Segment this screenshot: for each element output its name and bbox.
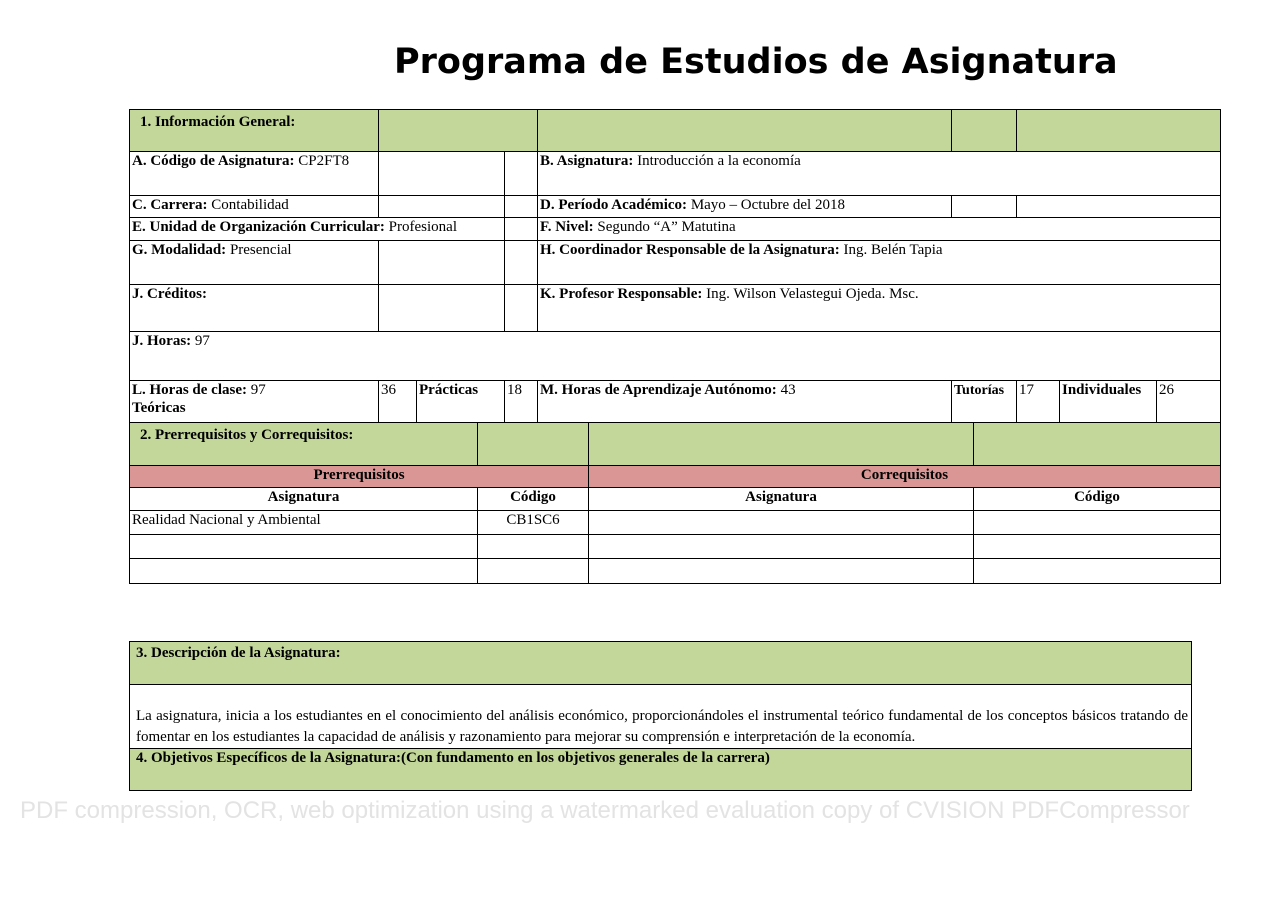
horas-breakdown-table	[129, 380, 1221, 423]
col-asignatura-co: Asignatura	[589, 488, 974, 511]
descripcion-text: La asignatura, inicia a los estudiantes en el conocimiento del análisis económico, proporcionándoles el instrumental teórico fundamental de los conceptos básicos tratando de fomentar en los estudiantes la capacidad de análisis y razonamiento para mejorar su comprensión e interpretación de la economía.	[130, 685, 1192, 749]
coordinador-field: H. Coordinador Responsable de la Asignatura: Ing. Belén Tapia	[538, 241, 1221, 285]
practicas-value: 18	[505, 381, 538, 423]
table-row	[130, 511, 1221, 535]
nivel-field: F. Nivel: Segundo “A” Matutina	[538, 218, 1221, 241]
prerrequisitos-header: Prerrequisitos	[130, 466, 589, 488]
tutorias-value: 17	[1017, 381, 1060, 423]
page-title: Programa de Estudios de Asignatura	[394, 42, 1118, 82]
prerreq-asignatura: Realidad Nacional y Ambiental	[130, 511, 478, 535]
codigo-field: A. Código de Asignatura: CP2FT8	[130, 152, 379, 196]
col-asignatura-pre: Asignatura	[130, 488, 478, 511]
col-codigo-pre: Código	[478, 488, 589, 511]
unidad-field: E. Unidad de Organización Curricular: Profesional	[130, 218, 505, 241]
section-4-heading: 4. Objetivos Específicos de la Asignatura:(Con fundamento en los objetivos generales de la carrera)	[130, 749, 1192, 791]
periodo-field: D. Período Académico: Mayo – Octubre del 2018	[538, 196, 952, 218]
col-codigo-co: Código	[974, 488, 1221, 511]
general-info-table	[129, 109, 1221, 381]
practicas-label: Prácticas	[417, 381, 505, 423]
creditos-field: J. Créditos:	[130, 285, 379, 332]
modalidad-field: G. Modalidad: Presencial	[130, 241, 379, 285]
profesor-field: K. Profesor Responsable: Ing. Wilson Velastegui Ojeda. Msc.	[538, 285, 1221, 332]
prerreq-codigo: CB1SC6	[478, 511, 589, 535]
autonomo-field: M. Horas de Aprendizaje Autónomo: 43	[538, 381, 952, 423]
table-row	[130, 535, 1221, 559]
teoricas-value: 36	[379, 381, 417, 423]
section-2-heading: 2. Prerrequisitos y Correquisitos:	[130, 423, 478, 466]
horas-clase-field: L. Horas de clase: 97 Teóricas	[130, 381, 379, 423]
section-3-heading: 3. Descripción de la Asignatura:	[130, 642, 1192, 685]
tutorias-label: Tutorías	[952, 381, 1017, 423]
watermark: PDF compression, OCR, web optimization using a watermarked evaluation copy of CVISION PDFCompressor	[20, 797, 1190, 824]
correquisitos-header: Correquisitos	[589, 466, 1221, 488]
descripcion-table	[129, 641, 1192, 791]
individuales-label: Individuales	[1060, 381, 1157, 423]
carrera-field: C. Carrera: Contabilidad	[130, 196, 379, 218]
table-row	[130, 559, 1221, 584]
horas-field: J. Horas: 97	[130, 332, 1221, 381]
prerrequisitos-table	[129, 422, 1221, 584]
section-1-heading: 1. Información General:	[130, 110, 379, 152]
asignatura-field: B. Asignatura: Introducción a la economía	[538, 152, 1221, 196]
individuales-value: 26	[1157, 381, 1221, 423]
